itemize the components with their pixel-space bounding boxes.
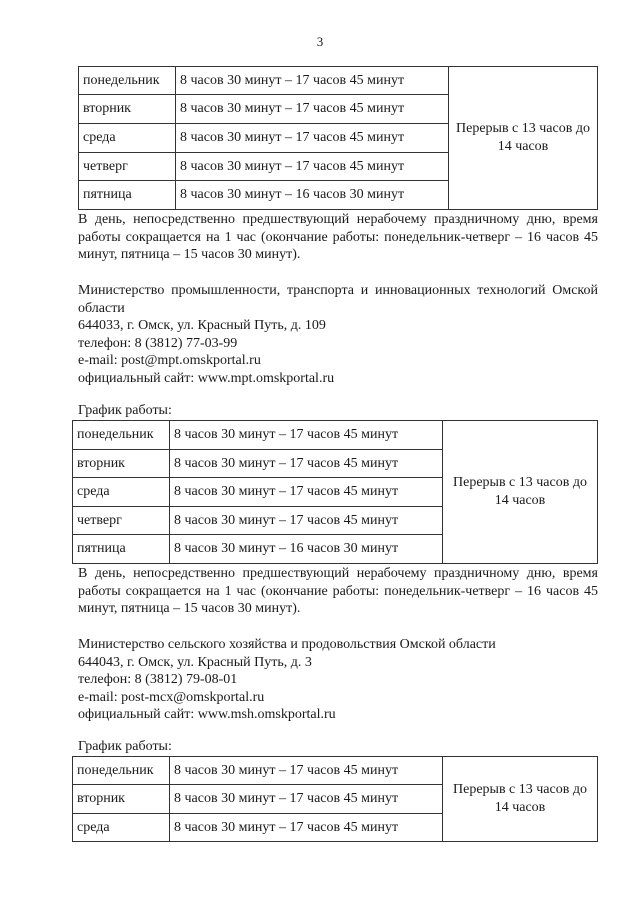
ministry-block-1 [78,282,598,387]
table-cell-day: понедельник [73,421,170,450]
table-cell-time: 8 часов 30 минут – 17 часов 45 минут [170,507,443,535]
break-cell: Перерыв с 13 часов до 14 часов [443,757,598,842]
table-cell-time: 8 часов 30 минут – 16 часов 30 минут [170,535,443,564]
table-cell-time: 8 часов 30 минут – 17 часов 45 минут [170,814,443,842]
table-cell-time: 8 часов 30 минут – 17 часов 45 минут [170,478,443,507]
table-cell-day: четверг [79,153,176,181]
table-cell-day: понедельник [73,757,170,785]
table-cell-day: вторник [73,450,170,478]
table-cell-day: понедельник [79,67,176,95]
note-paragraph-2: В день, непосредственно предшествующий нерабочему праздничному дню, время работы сокращается на 1 час (окончание работы: понедельник-четверг – 16 часов 45 минут, пятница – 15 часов 30 минут). [78,566,598,616]
ministry-address: 644043, г. Омск, ул. Красный Путь, д. 3 [78,654,312,670]
schedule-table-3 [72,756,598,842]
table-cell-time: 8 часов 30 минут – 17 часов 45 минут [176,95,449,124]
ministry-email: e-mail: post-mcx@omskportal.ru [78,689,265,705]
ministry-site: официальный сайт: www.msh.omskportal.ru [78,707,336,722]
table-cell-time: 8 часов 30 минут – 17 часов 45 минут [170,421,443,450]
ministry-block-2 [78,636,598,724]
ministry-phone: телефон: 8 (3812) 79-08-01 [78,672,238,687]
ministry-address: 644033, г. Омск, ул. Красный Путь, д. 109 [78,318,326,333]
schedule-label-1: График работы: [78,403,172,418]
table-cell-day: вторник [73,785,170,814]
ministry-name: Министерство сельского хозяйства и продовольствия Омской области [78,637,496,652]
page-number: 3 [316,34,324,49]
table-cell-day: пятница [73,535,170,564]
table-cell-time: 8 часов 30 минут – 17 часов 45 минут [176,124,449,153]
table-cell-day: четверг [73,507,170,535]
ministry-site: официальный сайт: www.mpt.omskportal.ru [78,370,335,386]
table-cell-time: 8 часов 30 минут – 16 часов 30 минут [176,181,449,210]
break-cell: Перерыв с 13 часов до 14 часов [443,421,598,564]
table-cell-day: среда [79,124,176,153]
schedule-table-2 [72,420,598,564]
table-cell-time: 8 часов 30 минут – 17 часов 45 минут [176,67,449,95]
note-paragraph-1: В день, непосредственно предшествующий нерабочему праздничному дню, время работы сокращается на 1 час (окончание работы: понедельник-четверг – 16 часов 45 минут, пятница – 15 часов 30 минут). [78,212,598,262]
table-cell-day: среда [73,814,170,842]
table-cell-time: 8 часов 30 минут – 17 часов 45 минут [176,153,449,181]
table-cell-day: вторник [79,95,176,124]
schedule-label-2: График работы: [78,739,172,754]
table-cell-day: среда [73,478,170,507]
table-cell-time: 8 часов 30 минут – 17 часов 45 минут [170,757,443,785]
break-cell: Перерыв с 13 часов до 14 часов [449,67,598,210]
ministry-name: Министерство промышленности, транспорта и инновационных технологий Омской области [78,283,598,316]
schedule-table-1 [78,66,598,210]
ministry-email: e-mail: post@mpt.omskportal.ru [78,353,261,368]
table-cell-time: 8 часов 30 минут – 17 часов 45 минут [170,785,443,814]
table-cell-time: 8 часов 30 минут – 17 часов 45 минут [170,450,443,478]
table-cell-day: пятница [79,181,176,210]
ministry-phone: телефон: 8 (3812) 77-03-99 [78,335,238,351]
